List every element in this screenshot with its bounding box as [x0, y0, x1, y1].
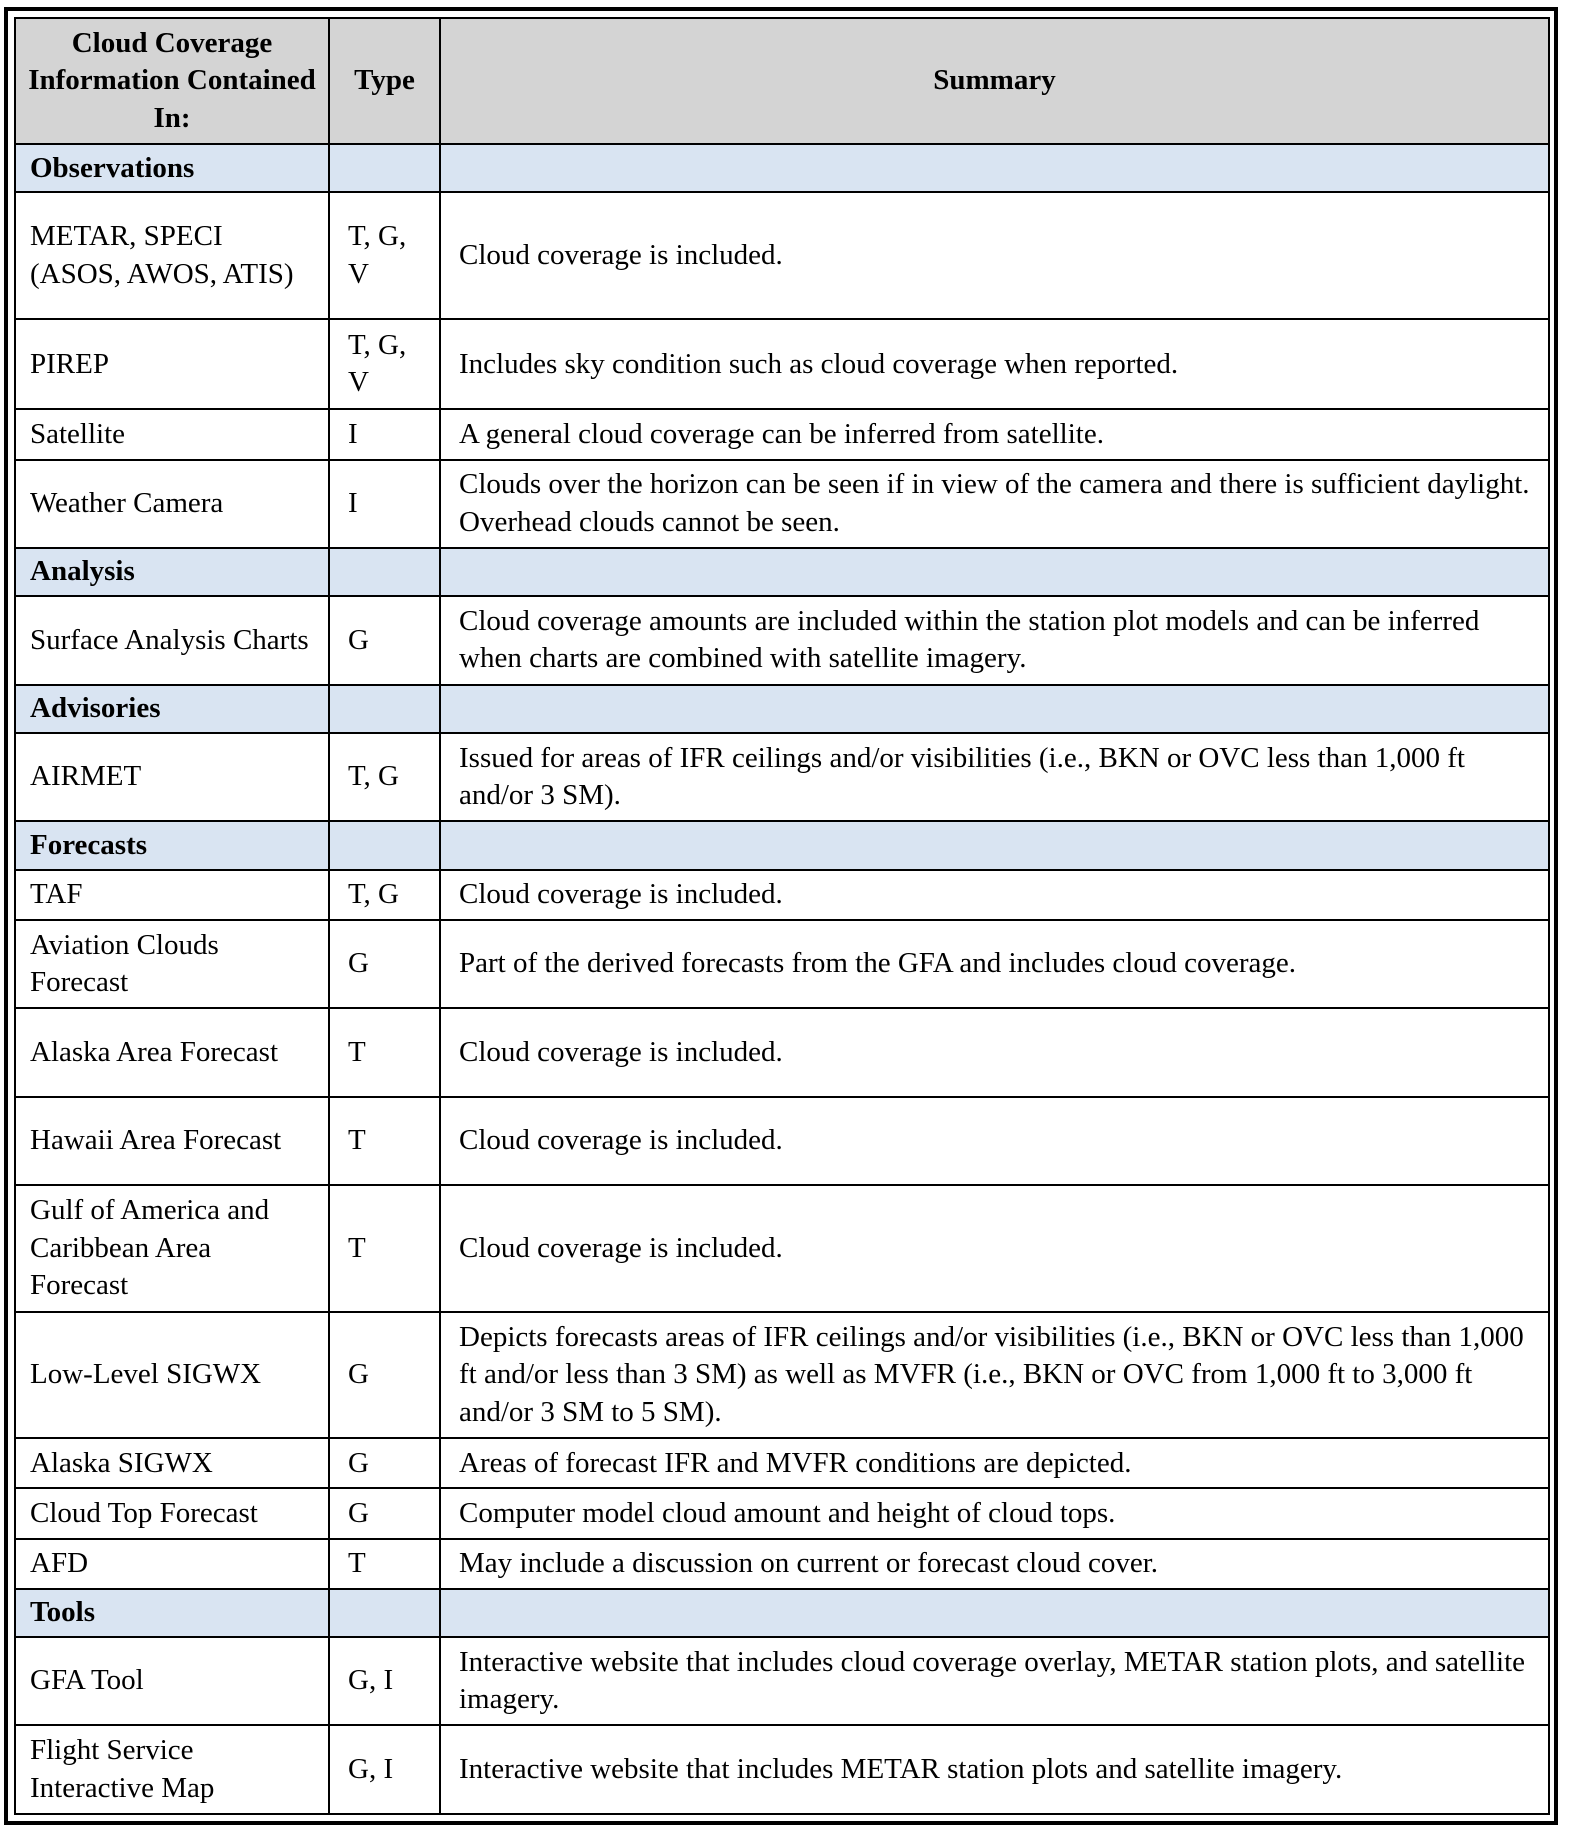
header-row: [15, 18, 1549, 144]
product-summary-cell: Cloud coverage is included.: [440, 1185, 1549, 1312]
product-name-cell: Aviation Clouds Forecast: [15, 920, 329, 1008]
table-row: [15, 1438, 1549, 1488]
product-summary-cell: Cloud coverage is included.: [440, 192, 1549, 319]
product-summary-cell: Cloud coverage is included.: [440, 1008, 1549, 1096]
product-name-cell: Alaska Area Forecast: [15, 1008, 329, 1096]
table-row: [15, 870, 1549, 920]
table-row: [15, 1008, 1549, 1096]
product-name-cell: Surface Analysis Charts: [15, 596, 329, 684]
product-name-cell: Weather Camera: [15, 460, 329, 548]
product-summary-cell: Computer model cloud amount and height of cloud tops.: [440, 1488, 1549, 1538]
product-type-cell: G, I: [329, 1725, 440, 1814]
product-summary-cell: May include a discussion on current or forecast cloud cover.: [440, 1539, 1549, 1589]
product-type-cell: T: [329, 1097, 440, 1185]
table-row: [15, 920, 1549, 1008]
product-name-cell: Gulf of America and Caribbean Area Forecast: [15, 1185, 329, 1312]
product-name-cell: AIRMET: [15, 733, 329, 821]
table-row: [15, 1539, 1549, 1589]
section-title: Forecasts: [15, 821, 329, 869]
product-summary-cell: Cloud coverage amounts are included within the station plot models and can be inferred when charts are combined with satellite imagery.: [440, 596, 1549, 684]
section-row: [15, 144, 1549, 192]
product-type-cell: I: [329, 460, 440, 548]
header-source: Cloud Coverage Information Contained In:: [15, 18, 329, 144]
product-summary-cell: Depicts forecasts areas of IFR ceilings and/or visibilities (i.e., BKN or OVC less than 1,000 ft and/or less than 3 SM) as well as MVFR (i.e., BKN or OVC from 1,000 ft to 3,000 ft and/or 3 SM to 5 SM).: [440, 1312, 1549, 1439]
cloud-coverage-table: [14, 17, 1550, 1815]
product-type-cell: G: [329, 596, 440, 684]
table-row: [15, 192, 1549, 319]
product-name-cell: METAR, SPECI (ASOS, AWOS, ATIS): [15, 192, 329, 319]
product-type-cell: G: [329, 1488, 440, 1538]
section-title: Observations: [15, 144, 329, 192]
table-row: [15, 1312, 1549, 1439]
section-empty-cell: [329, 144, 440, 192]
section-row: [15, 1589, 1549, 1637]
product-type-cell: G: [329, 920, 440, 1008]
product-type-cell: T: [329, 1185, 440, 1312]
product-name-cell: Alaska SIGWX: [15, 1438, 329, 1488]
product-summary-cell: Interactive website that includes cloud coverage overlay, METAR station plots, and satellite imagery.: [440, 1637, 1549, 1725]
section-title: Analysis: [15, 548, 329, 596]
product-summary-cell: Issued for areas of IFR ceilings and/or visibilities (i.e., BKN or OVC less than 1,000 ft and/or 3 SM).: [440, 733, 1549, 821]
section-empty-cell: [329, 1589, 440, 1637]
table-row: [15, 1488, 1549, 1538]
product-summary-cell: Areas of forecast IFR and MVFR conditions are depicted.: [440, 1438, 1549, 1488]
table-row: [15, 1185, 1549, 1312]
product-name-cell: GFA Tool: [15, 1637, 329, 1725]
table-row: [15, 733, 1549, 821]
product-name-cell: Flight Service Interactive Map: [15, 1725, 329, 1814]
product-name-cell: TAF: [15, 870, 329, 920]
product-summary-cell: A general cloud coverage can be inferred from satellite.: [440, 409, 1549, 459]
product-type-cell: T, G, V: [329, 319, 440, 409]
header-type: Type: [329, 18, 440, 144]
product-type-cell: G, I: [329, 1637, 440, 1725]
product-type-cell: T, G: [329, 870, 440, 920]
product-name-cell: Hawaii Area Forecast: [15, 1097, 329, 1185]
section-empty-cell: [329, 685, 440, 733]
product-name-cell: PIREP: [15, 319, 329, 409]
product-type-cell: G: [329, 1312, 440, 1439]
section-empty-cell: [329, 548, 440, 596]
product-name-cell: Satellite: [15, 409, 329, 459]
product-type-cell: T, G, V: [329, 192, 440, 319]
product-summary-cell: Interactive website that includes METAR station plots and satellite imagery.: [440, 1725, 1549, 1814]
section-empty-cell: [440, 1589, 1549, 1637]
table-row: [15, 596, 1549, 684]
section-row: [15, 548, 1549, 596]
product-summary-cell: Part of the derived forecasts from the GFA and includes cloud coverage.: [440, 920, 1549, 1008]
section-empty-cell: [440, 548, 1549, 596]
product-type-cell: T: [329, 1008, 440, 1096]
table-row: [15, 319, 1549, 409]
section-empty-cell: [440, 821, 1549, 869]
product-type-cell: T, G: [329, 733, 440, 821]
table-row: [15, 460, 1549, 548]
table-row: [15, 1725, 1549, 1814]
product-summary-cell: Cloud coverage is included.: [440, 1097, 1549, 1185]
header-summary: Summary: [440, 18, 1549, 144]
product-summary-cell: Includes sky condition such as cloud coverage when reported.: [440, 319, 1549, 409]
table-row: [15, 1637, 1549, 1725]
product-type-cell: T: [329, 1539, 440, 1589]
section-title: Tools: [15, 1589, 329, 1637]
section-title: Advisories: [15, 685, 329, 733]
product-name-cell: AFD: [15, 1539, 329, 1589]
product-type-cell: I: [329, 409, 440, 459]
section-empty-cell: [329, 821, 440, 869]
section-row: [15, 821, 1549, 869]
table-row: [15, 1097, 1549, 1185]
product-summary-cell: Cloud coverage is included.: [440, 870, 1549, 920]
section-row: [15, 685, 1549, 733]
table-row: [15, 409, 1549, 459]
product-type-cell: G: [329, 1438, 440, 1488]
section-empty-cell: [440, 144, 1549, 192]
product-name-cell: Cloud Top Forecast: [15, 1488, 329, 1538]
product-summary-cell: Clouds over the horizon can be seen if in view of the camera and there is sufficient daylight. Overhead clouds cannot be seen.: [440, 460, 1549, 548]
product-name-cell: Low-Level SIGWX: [15, 1312, 329, 1439]
section-empty-cell: [440, 685, 1549, 733]
